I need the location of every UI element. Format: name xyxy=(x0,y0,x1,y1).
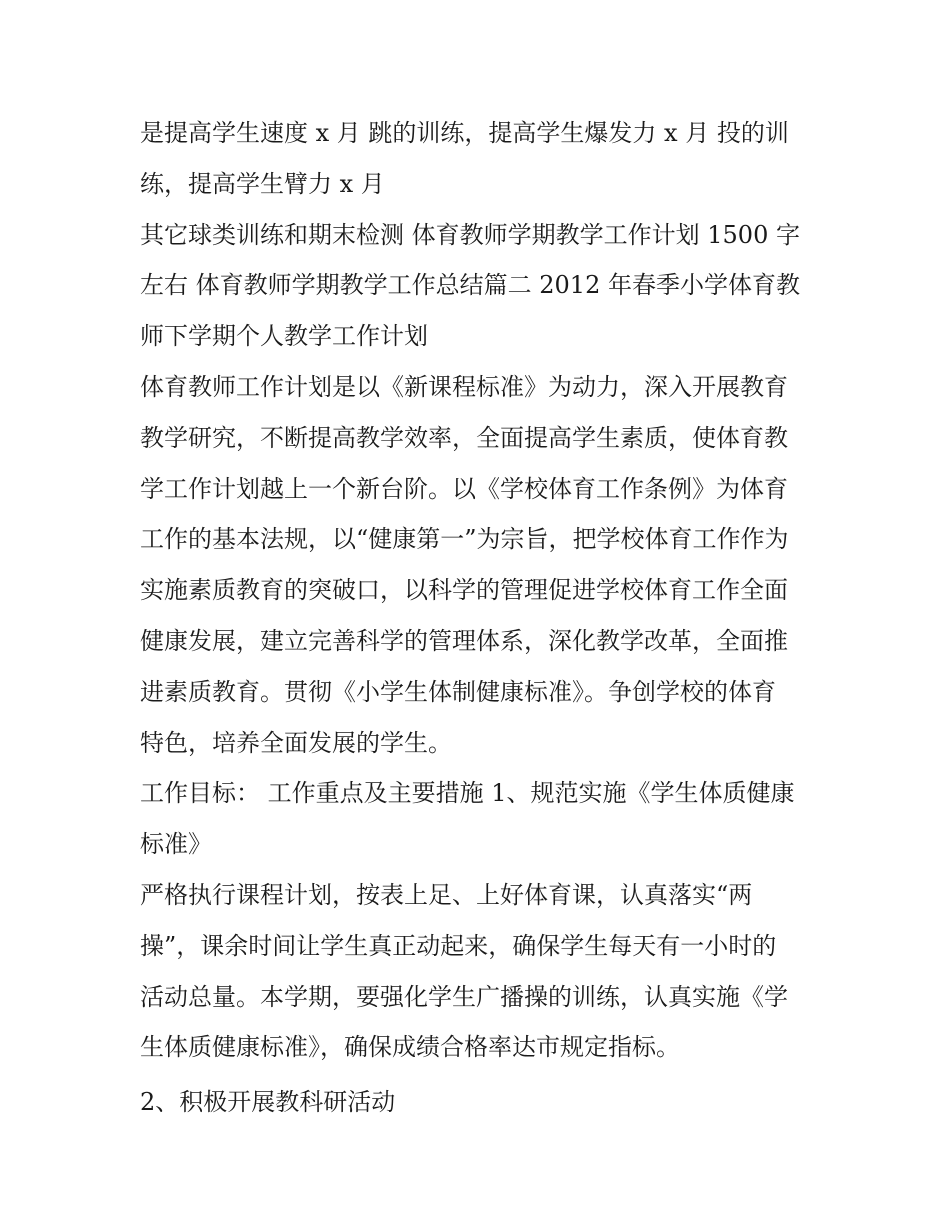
text-line: 健康发展，建立完善科学的管理体系，深化教学改革，全面推 xyxy=(140,626,788,655)
text-line: 特色，培养全面发展的学生。 xyxy=(140,728,452,757)
heading-research-activities xyxy=(140,1077,820,1128)
text-line: 实施素质教育的突破口，以科学的管理促进学校体育工作全面 xyxy=(140,576,788,605)
text-line: 标准》 xyxy=(140,830,212,859)
paragraph-training-plan xyxy=(140,108,820,210)
paragraph-ball-training xyxy=(140,210,820,362)
paragraph-work-goals xyxy=(140,768,820,870)
text-line: 进素质教育。贯彻《小学生体制健康标准》。争创学校的体育 xyxy=(140,677,776,706)
text-line: 师下学期个人教学工作计划 xyxy=(140,322,428,351)
text-line: 左右 体育教师学期教学工作总结篇二 2012 年春季小学体育教 xyxy=(140,271,800,300)
text-line: 练，提高学生臂力 x 月 xyxy=(140,169,385,198)
text-line: 活动总量。本学期，要强化学生广播操的训练，认真实施《学 xyxy=(140,982,788,1011)
text-line: 体育教师工作计划是以《新课程标准》为动力，深入开展教育 xyxy=(140,372,788,401)
text-line: 工作的基本法规，以“健康第一”为宗旨，把学校体育工作作为 xyxy=(140,525,789,554)
text-line: 是提高学生速度 x 月 跳的训练，提高学生爆发力 x 月 投的训 xyxy=(140,119,789,147)
paragraph-curriculum xyxy=(140,870,820,1073)
text-line: 生体质健康标准》，确保成绩合格率达市规定指标。 xyxy=(140,1033,680,1062)
text-line: 工作目标： 工作重点及主要措施 1、规范实施《学生体质健康 xyxy=(140,779,795,808)
text-line: 2、积极开展教科研活动 xyxy=(140,1088,396,1117)
paragraph-work-plan-intro xyxy=(140,362,820,768)
text-line: 教学研究，不断提高教学效率，全面提高学生素质，使体育教 xyxy=(140,423,788,452)
text-line: 学工作计划越上一个新台阶。以《学校体育工作条例》为体育 xyxy=(140,474,788,503)
text-line: 操”，课余时间让学生真正动起来，确保学生每天有一小时的 xyxy=(140,931,777,960)
text-line: 其它球类训练和期末检测 体育教师学期教学工作计划 1500 字 xyxy=(140,220,800,249)
document-body xyxy=(140,108,820,1128)
text-line: 严格执行课程计划，按表上足、上好体育课，认真落实“两 xyxy=(140,880,753,909)
